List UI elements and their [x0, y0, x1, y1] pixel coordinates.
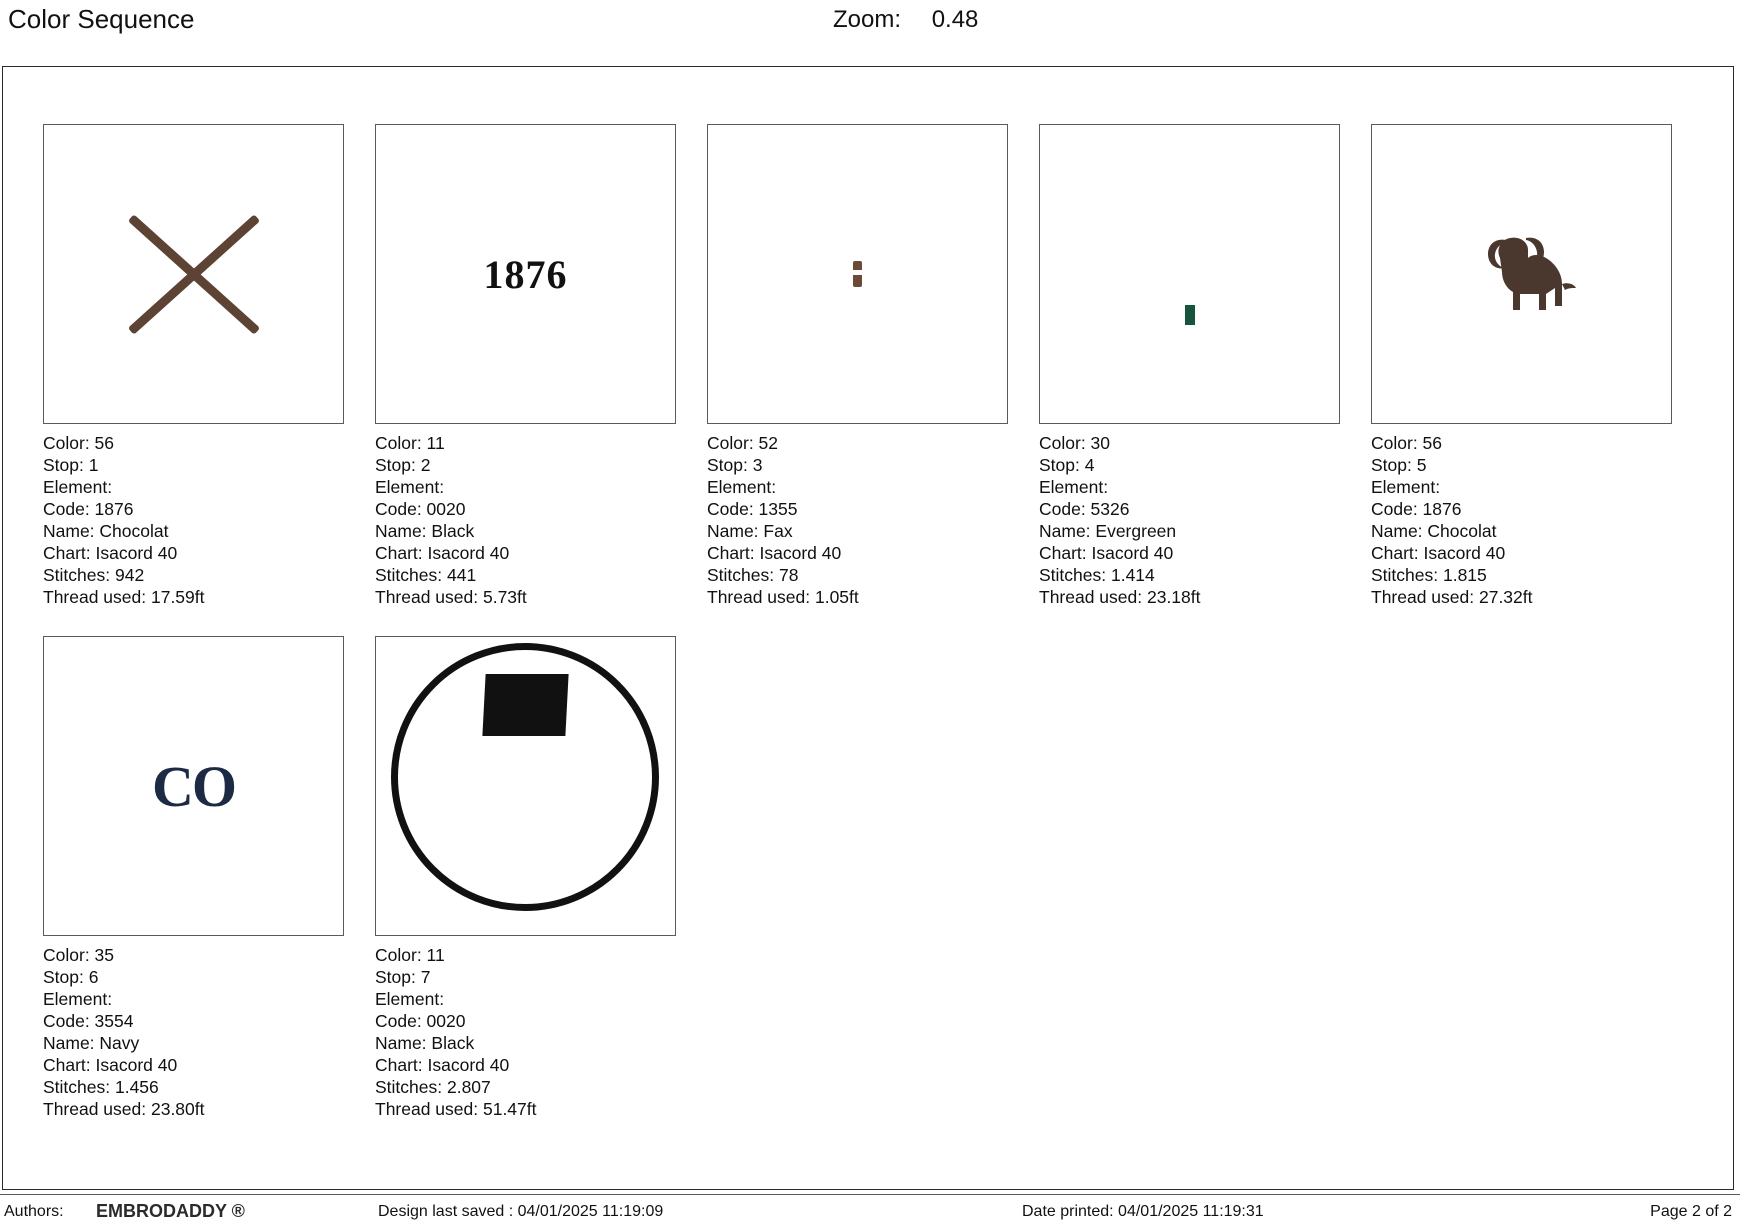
empty-cell [1371, 636, 1703, 1120]
co-text: CO [152, 753, 235, 819]
thread-name: Name: Chocolat [1371, 521, 1497, 541]
empty-cell [707, 636, 1039, 1120]
thread-code: Code: 0020 [375, 1011, 466, 1031]
authors-label: Authors: [4, 1203, 64, 1220]
thread-chart: Chart: Isacord 40 [375, 1055, 510, 1075]
year-text-icon [376, 125, 675, 423]
page-header [0, 0, 1740, 62]
color-sequence-panel [2, 66, 1734, 1190]
thread-name: Name: Chocolat [43, 521, 169, 541]
stitch-preview-box [43, 636, 344, 936]
stitch-count: Stitches: 1.414 [1039, 565, 1155, 585]
thread-name: Name: Navy [43, 1033, 140, 1053]
thread-code: Code: 0020 [375, 499, 466, 519]
thread-code: Code: 5326 [1039, 499, 1130, 519]
bighorn-sheep-icon [1372, 125, 1671, 423]
color-number: Color: 56 [43, 433, 115, 453]
color-stop-info [43, 944, 375, 1120]
color-stop-info [375, 432, 707, 608]
stop-number: Stop: 3 [707, 455, 763, 475]
thread-chart: Chart: Isacord 40 [375, 543, 510, 563]
stitch-preview-box [375, 124, 676, 424]
thread-used: Thread used: 27.32ft [1371, 587, 1533, 607]
color-stop-card[interactable] [43, 124, 375, 608]
stitch-preview-box [375, 636, 676, 936]
year-text: 1876 [483, 251, 568, 297]
color-stop-info [375, 944, 707, 1120]
thread-name: Name: Evergreen [1039, 521, 1177, 541]
thread-name: Name: Black [375, 521, 475, 541]
authors-value: EMBRODADDY ® [96, 1201, 245, 1221]
circle-state-outline-icon [376, 637, 675, 935]
color-sequence-grid [43, 124, 1703, 1148]
zoom-value: 0.48 [931, 6, 979, 33]
color-stop-card[interactable] [43, 636, 375, 1120]
stitch-preview-box [1039, 124, 1340, 424]
small-mark-icon [708, 125, 1007, 423]
color-stop-info [707, 432, 1039, 608]
stop-number: Stop: 1 [43, 455, 99, 475]
page-title: Color Sequence [8, 4, 195, 34]
element-name: Element: [1039, 477, 1109, 497]
stop-number: Stop: 2 [375, 455, 431, 475]
element-name: Element: [43, 477, 113, 497]
color-stop-info [1039, 432, 1371, 608]
sequence-row [43, 636, 1703, 1120]
page-footer [0, 1194, 1740, 1228]
sequence-row [43, 124, 1703, 608]
color-number: Color: 11 [375, 433, 445, 453]
color-stop-card[interactable] [1039, 124, 1371, 608]
color-stop-card[interactable] [1371, 124, 1703, 608]
color-stop-info [1371, 432, 1703, 608]
color-number: Color: 30 [1039, 433, 1111, 453]
thread-used: Thread used: 17.59ft [43, 587, 205, 607]
element-name: Element: [707, 477, 777, 497]
co-text-icon [44, 637, 343, 935]
thread-chart: Chart: Isacord 40 [1039, 543, 1174, 563]
thread-used: Thread used: 5.73ft [375, 587, 527, 607]
stitch-preview-box [707, 124, 1008, 424]
page-number: Page 2 of 2 [1650, 1203, 1732, 1220]
thread-chart: Chart: Isacord 40 [43, 543, 178, 563]
element-name: Element: [375, 477, 445, 497]
thread-used: Thread used: 1.05ft [707, 587, 859, 607]
element-name: Element: [43, 989, 113, 1009]
design-last-saved: Design last saved : 04/01/2025 11:19:09 [378, 1203, 664, 1220]
thread-name: Name: Black [375, 1033, 475, 1053]
stitch-count: Stitches: 1.456 [43, 1077, 159, 1097]
thread-chart: Chart: Isacord 40 [707, 543, 842, 563]
stitch-count: Stitches: 441 [375, 565, 477, 585]
thread-code: Code: 1876 [1371, 499, 1462, 519]
stop-number: Stop: 6 [43, 967, 99, 987]
stitch-count: Stitches: 78 [707, 565, 799, 585]
thread-code: Code: 1355 [707, 499, 798, 519]
color-number: Color: 35 [43, 945, 115, 965]
thread-used: Thread used: 23.80ft [43, 1099, 205, 1119]
color-stop-card[interactable] [375, 636, 707, 1120]
thread-used: Thread used: 51.47ft [375, 1099, 537, 1119]
element-name: Element: [375, 989, 445, 1009]
stitch-count: Stitches: 1.815 [1371, 565, 1487, 585]
x-mark-icon [44, 125, 343, 423]
date-printed: Date printed: 04/01/2025 11:19:31 [1022, 1203, 1264, 1220]
color-stop-info [43, 432, 375, 608]
zoom-label: Zoom: [833, 6, 902, 33]
stitch-count: Stitches: 942 [43, 565, 145, 585]
color-stop-card[interactable] [707, 124, 1039, 608]
zoom-indicator [833, 6, 978, 34]
thread-code: Code: 1876 [43, 499, 134, 519]
thread-used: Thread used: 23.18ft [1039, 587, 1201, 607]
stitch-preview-box [1371, 124, 1672, 424]
stop-number: Stop: 5 [1371, 455, 1427, 475]
color-number: Color: 56 [1371, 433, 1443, 453]
thread-chart: Chart: Isacord 40 [1371, 543, 1506, 563]
thread-chart: Chart: Isacord 40 [43, 1055, 178, 1075]
stitch-count: Stitches: 2.807 [375, 1077, 491, 1097]
thread-name: Name: Fax [707, 521, 793, 541]
color-number: Color: 11 [375, 945, 445, 965]
evergreen-tree-icon [1040, 125, 1339, 423]
color-number: Color: 52 [707, 433, 779, 453]
stop-number: Stop: 7 [375, 967, 431, 987]
stop-number: Stop: 4 [1039, 455, 1095, 475]
element-name: Element: [1371, 477, 1441, 497]
color-stop-card[interactable] [375, 124, 707, 608]
empty-cell [1039, 636, 1371, 1120]
stitch-preview-box [43, 124, 344, 424]
thread-code: Code: 3554 [43, 1011, 134, 1031]
